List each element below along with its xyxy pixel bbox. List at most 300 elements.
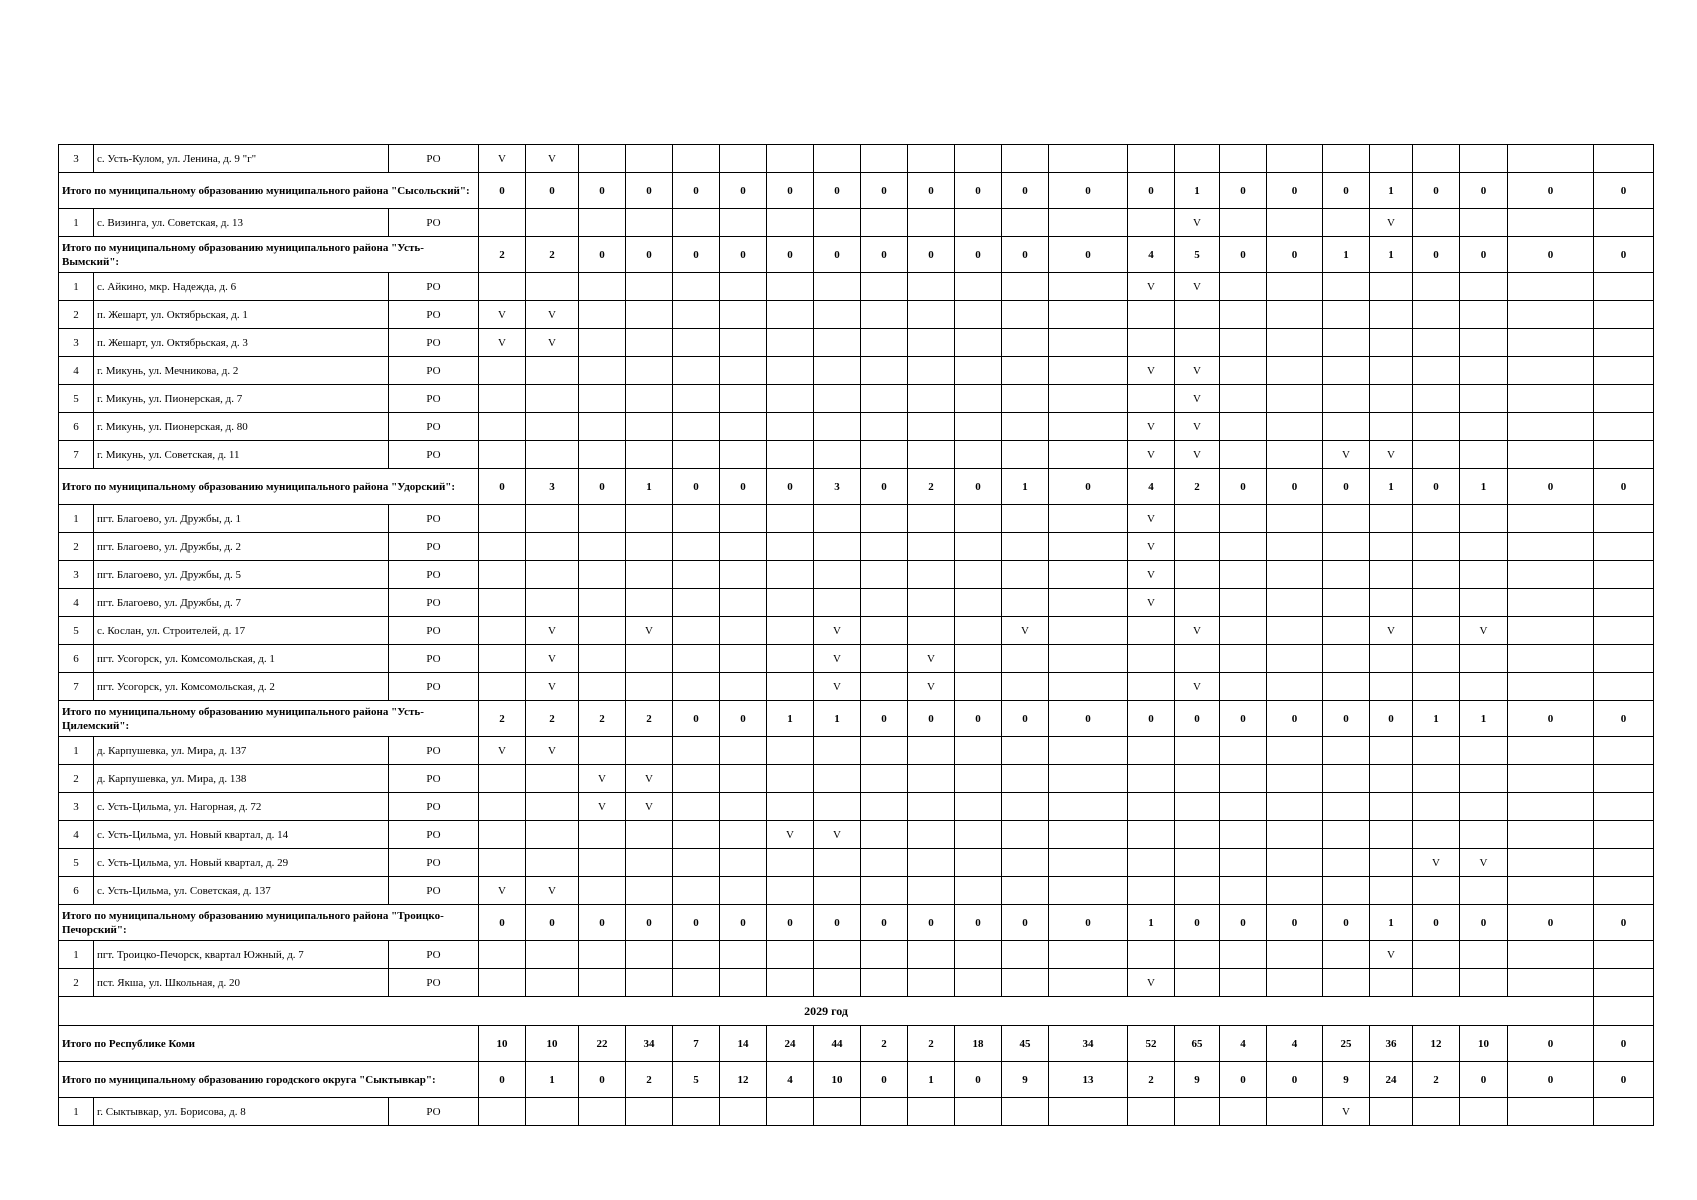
address-cell: п. Жешарт, ул. Октябрьская, д. 3 [94, 329, 389, 357]
mark-cell [861, 385, 908, 413]
count-cell: 0 [1508, 701, 1594, 737]
mark-cell [814, 533, 861, 561]
kind-cell: РО [389, 413, 479, 441]
mark-cell [1413, 357, 1460, 385]
mark-cell [814, 561, 861, 589]
count-cell: 0 [908, 173, 955, 209]
mark-cell [626, 533, 673, 561]
mark-cell [814, 273, 861, 301]
table-row [59, 645, 1654, 673]
mark-cell: V [626, 617, 673, 645]
count-cell: 0 [1049, 701, 1128, 737]
mark-cell [861, 877, 908, 905]
mark-cell [1508, 877, 1594, 905]
count-cell: 0 [626, 905, 673, 941]
mark-cell [955, 357, 1002, 385]
mark-cell [526, 1098, 579, 1126]
mark-cell [526, 385, 579, 413]
count-cell: 2 [908, 469, 955, 505]
mark-cell [908, 1098, 955, 1126]
mark-cell [955, 329, 1002, 357]
mark-cell [908, 357, 955, 385]
mark-cell [1460, 301, 1508, 329]
mark-cell [814, 793, 861, 821]
mark-cell [955, 385, 1002, 413]
mark-cell [1175, 849, 1220, 877]
mark-cell [1413, 1098, 1460, 1126]
mark-cell [908, 413, 955, 441]
mark-cell [1460, 589, 1508, 617]
mark-cell [861, 673, 908, 701]
subtotal-label: Итого по муниципальному образованию муниципального района "Усть-Цилемский": [59, 701, 479, 737]
mark-cell [1508, 737, 1594, 765]
kind-cell: РО [389, 969, 479, 997]
count-cell: 0 [767, 469, 814, 505]
mark-cell [1413, 969, 1460, 997]
count-cell: 0 [1370, 701, 1413, 737]
mark-cell [1323, 329, 1370, 357]
mark-cell [720, 413, 767, 441]
mark-cell [1175, 329, 1220, 357]
count-cell: 0 [579, 469, 626, 505]
mark-cell [908, 209, 955, 237]
count-cell: 0 [1267, 701, 1323, 737]
mark-cell [1370, 877, 1413, 905]
mark-cell [908, 505, 955, 533]
mark-cell [479, 821, 526, 849]
count-cell: 0 [1323, 701, 1370, 737]
count-cell: 1 [908, 1062, 955, 1098]
address-cell: г. Сыктывкар, ул. Борисова, д. 8 [94, 1098, 389, 1126]
mark-cell [1049, 765, 1128, 793]
count-cell: 0 [626, 237, 673, 273]
mark-cell [1002, 561, 1049, 589]
kind-cell: РО [389, 941, 479, 969]
mark-cell [1508, 941, 1594, 969]
mark-cell [1460, 645, 1508, 673]
address-cell: с. Усть-Цильма, ул. Нагорная, д. 72 [94, 793, 389, 821]
mark-cell [1002, 1098, 1049, 1126]
mark-cell [1370, 385, 1413, 413]
mark-cell [1508, 413, 1594, 441]
mark-cell [1220, 821, 1267, 849]
mark-cell [1508, 441, 1594, 469]
mark-cell: V [1128, 505, 1175, 533]
mark-cell [1002, 357, 1049, 385]
count-cell: 0 [1049, 237, 1128, 273]
count-cell: 0 [1594, 905, 1654, 941]
mark-cell [1323, 673, 1370, 701]
count-cell: 0 [1220, 1062, 1267, 1098]
mark-cell [1267, 505, 1323, 533]
mark-cell: V [526, 329, 579, 357]
mark-cell: V [908, 645, 955, 673]
row-number: 2 [59, 969, 94, 997]
mark-cell [1413, 673, 1460, 701]
mark-cell [1049, 561, 1128, 589]
mark-cell [1220, 441, 1267, 469]
mark-cell [673, 849, 720, 877]
mark-cell [1267, 877, 1323, 905]
mark-cell [720, 385, 767, 413]
mark-cell [1049, 413, 1128, 441]
kind-cell: РО [389, 533, 479, 561]
mark-cell [579, 969, 626, 997]
mark-cell [908, 793, 955, 821]
mark-cell [767, 793, 814, 821]
mark-cell [1508, 617, 1594, 645]
mark-cell [579, 329, 626, 357]
mark-cell [1508, 969, 1594, 997]
count-cell: 14 [720, 1026, 767, 1062]
mark-cell [1220, 617, 1267, 645]
mark-cell: V [526, 737, 579, 765]
mark-cell [1370, 821, 1413, 849]
mark-cell [673, 617, 720, 645]
count-cell: 0 [1128, 173, 1175, 209]
mark-cell [526, 969, 579, 997]
mark-cell: V [479, 737, 526, 765]
mark-cell [720, 821, 767, 849]
mark-cell [1267, 849, 1323, 877]
mark-cell [479, 673, 526, 701]
mark-cell [479, 273, 526, 301]
mark-cell [1002, 413, 1049, 441]
mark-cell [720, 673, 767, 701]
mark-cell [955, 941, 1002, 969]
mark-cell [579, 589, 626, 617]
mark-cell [626, 645, 673, 673]
mark-cell: V [1370, 617, 1413, 645]
mark-cell [1594, 765, 1654, 793]
mark-cell [673, 209, 720, 237]
mark-cell [1049, 209, 1128, 237]
mark-cell [1002, 441, 1049, 469]
kind-cell: РО [389, 793, 479, 821]
mark-cell [626, 301, 673, 329]
mark-cell [1413, 737, 1460, 765]
mark-cell [1370, 561, 1413, 589]
mark-cell [767, 877, 814, 905]
mark-cell [908, 617, 955, 645]
mark-cell [1220, 357, 1267, 385]
table-body [59, 145, 1654, 1126]
mark-cell [1002, 145, 1049, 173]
mark-cell [1323, 941, 1370, 969]
count-cell: 1 [1002, 469, 1049, 505]
mark-cell [579, 441, 626, 469]
mark-cell [1267, 145, 1323, 173]
mark-cell [673, 793, 720, 821]
count-cell: 44 [814, 1026, 861, 1062]
mark-cell [1220, 737, 1267, 765]
mark-cell [767, 441, 814, 469]
mark-cell [814, 413, 861, 441]
table-row [59, 385, 1654, 413]
address-cell: с. Усть-Кулом, ул. Ленина, д. 9 "г" [94, 145, 389, 173]
mark-cell [1002, 877, 1049, 905]
mark-cell [908, 877, 955, 905]
count-cell: 0 [1594, 701, 1654, 737]
mark-cell [814, 737, 861, 765]
subtotal-row [59, 173, 1654, 209]
mark-cell [720, 301, 767, 329]
row-number: 4 [59, 589, 94, 617]
mark-cell [1220, 645, 1267, 673]
kind-cell: РО [389, 357, 479, 385]
mark-cell [673, 533, 720, 561]
mark-cell [1128, 645, 1175, 673]
mark-cell [767, 589, 814, 617]
address-cell: пст. Якша, ул. Школьная, д. 20 [94, 969, 389, 997]
mark-cell [861, 849, 908, 877]
mark-cell [579, 821, 626, 849]
mark-cell [479, 1098, 526, 1126]
mark-cell [1460, 821, 1508, 849]
mark-cell [1594, 357, 1654, 385]
mark-cell [1220, 561, 1267, 589]
mark-cell [479, 385, 526, 413]
mark-cell [579, 877, 626, 905]
count-cell: 0 [673, 173, 720, 209]
mark-cell [1049, 821, 1128, 849]
mark-cell [1220, 301, 1267, 329]
kind-cell: РО [389, 737, 479, 765]
mark-cell [1460, 505, 1508, 533]
mark-cell [1128, 301, 1175, 329]
mark-cell [1460, 1098, 1508, 1126]
mark-cell [1323, 561, 1370, 589]
mark-cell [1370, 505, 1413, 533]
mark-cell [673, 877, 720, 905]
mark-cell [767, 145, 814, 173]
count-cell: 2 [479, 237, 526, 273]
mark-cell [1370, 145, 1413, 173]
mark-cell [526, 441, 579, 469]
mark-cell [579, 645, 626, 673]
mark-cell: V [526, 877, 579, 905]
count-cell: 0 [955, 701, 1002, 737]
mark-cell [908, 385, 955, 413]
mark-cell [1370, 273, 1413, 301]
count-cell: 9 [1323, 1062, 1370, 1098]
mark-cell [1594, 561, 1654, 589]
kind-cell: РО [389, 505, 479, 533]
count-cell: 0 [861, 173, 908, 209]
count-cell: 0 [1220, 237, 1267, 273]
mark-cell [1370, 589, 1413, 617]
count-cell: 0 [955, 173, 1002, 209]
mark-cell [479, 441, 526, 469]
mark-cell [1002, 385, 1049, 413]
table-row [59, 329, 1654, 357]
count-cell: 0 [1413, 905, 1460, 941]
mark-cell [579, 849, 626, 877]
mark-cell [1323, 145, 1370, 173]
table-row [59, 617, 1654, 645]
mark-cell [861, 209, 908, 237]
mark-cell: V [1128, 441, 1175, 469]
mark-cell: V [1175, 385, 1220, 413]
mark-cell [1267, 941, 1323, 969]
subtotal-label: Итого по Республике Коми [59, 1026, 479, 1062]
mark-cell [526, 505, 579, 533]
count-cell: 0 [1594, 1026, 1654, 1062]
mark-cell [1594, 209, 1654, 237]
mark-cell [1049, 533, 1128, 561]
count-cell: 0 [1508, 237, 1594, 273]
mark-cell [814, 877, 861, 905]
mark-cell [673, 441, 720, 469]
mark-cell [526, 765, 579, 793]
mark-cell [814, 145, 861, 173]
count-cell: 2 [626, 701, 673, 737]
mark-cell [1267, 301, 1323, 329]
count-cell: 52 [1128, 1026, 1175, 1062]
mark-cell [1175, 737, 1220, 765]
mark-cell [955, 673, 1002, 701]
mark-cell [479, 765, 526, 793]
mark-cell [814, 505, 861, 533]
mark-cell: V [526, 673, 579, 701]
mark-cell [861, 505, 908, 533]
subtotal-row [59, 237, 1654, 273]
count-cell: 10 [814, 1062, 861, 1098]
mark-cell [720, 1098, 767, 1126]
table-row [59, 877, 1654, 905]
mark-cell [767, 765, 814, 793]
mark-cell [1267, 969, 1323, 997]
empty-cell [1594, 997, 1654, 1026]
mark-cell [1175, 505, 1220, 533]
mark-cell [1594, 413, 1654, 441]
mark-cell [1128, 941, 1175, 969]
mark-cell: V [1128, 561, 1175, 589]
count-cell: 2 [1175, 469, 1220, 505]
mark-cell [1323, 849, 1370, 877]
mark-cell [1594, 589, 1654, 617]
mark-cell [626, 273, 673, 301]
count-cell: 10 [1460, 1026, 1508, 1062]
table-row [59, 765, 1654, 793]
mark-cell: V [1128, 413, 1175, 441]
mark-cell [908, 301, 955, 329]
count-cell: 1 [1413, 701, 1460, 737]
count-cell: 65 [1175, 1026, 1220, 1062]
count-cell: 0 [1323, 905, 1370, 941]
mark-cell [1413, 329, 1460, 357]
mark-cell [908, 737, 955, 765]
mark-cell [1323, 877, 1370, 905]
mark-cell [720, 877, 767, 905]
mark-cell [861, 301, 908, 329]
count-cell: 36 [1370, 1026, 1413, 1062]
kind-cell: РО [389, 561, 479, 589]
mark-cell [1508, 645, 1594, 673]
mark-cell [1049, 849, 1128, 877]
mark-cell: V [479, 877, 526, 905]
mark-cell [1413, 617, 1460, 645]
mark-cell [720, 849, 767, 877]
mark-cell [673, 941, 720, 969]
mark-cell: V [1128, 969, 1175, 997]
mark-cell [955, 821, 1002, 849]
table-row [59, 505, 1654, 533]
mark-cell [673, 561, 720, 589]
count-cell: 0 [479, 469, 526, 505]
kind-cell: РО [389, 645, 479, 673]
table-row [59, 941, 1654, 969]
mark-cell [1175, 793, 1220, 821]
mark-cell [1175, 301, 1220, 329]
mark-cell [1508, 673, 1594, 701]
count-cell: 0 [579, 237, 626, 273]
mark-cell [720, 505, 767, 533]
mark-cell: V [1002, 617, 1049, 645]
mark-cell [1323, 821, 1370, 849]
year-row [59, 997, 1654, 1026]
mark-cell [1049, 357, 1128, 385]
mark-cell [1594, 737, 1654, 765]
kind-cell: РО [389, 209, 479, 237]
mark-cell [1370, 645, 1413, 673]
mark-cell [526, 589, 579, 617]
mark-cell [1460, 765, 1508, 793]
mark-cell [1002, 589, 1049, 617]
mark-cell [720, 441, 767, 469]
count-cell: 4 [1128, 237, 1175, 273]
row-number: 3 [59, 329, 94, 357]
mark-cell [579, 145, 626, 173]
mark-cell [1220, 877, 1267, 905]
mark-cell [955, 413, 1002, 441]
mark-cell [955, 589, 1002, 617]
mark-cell [673, 329, 720, 357]
mark-cell [1460, 533, 1508, 561]
mark-cell [1049, 645, 1128, 673]
mark-cell [861, 145, 908, 173]
count-cell: 0 [1413, 237, 1460, 273]
mark-cell [673, 413, 720, 441]
count-cell: 0 [1508, 905, 1594, 941]
mark-cell [1594, 145, 1654, 173]
mark-cell [908, 441, 955, 469]
mark-cell [955, 765, 1002, 793]
count-cell: 0 [1002, 905, 1049, 941]
mark-cell [579, 673, 626, 701]
mark-cell [579, 357, 626, 385]
mark-cell [720, 533, 767, 561]
kind-cell: РО [389, 441, 479, 469]
table-row [59, 793, 1654, 821]
address-cell: д. Карпушевка, ул. Мира, д. 137 [94, 737, 389, 765]
count-cell: 0 [1220, 469, 1267, 505]
mark-cell [479, 505, 526, 533]
mark-cell [1460, 969, 1508, 997]
mark-cell: V [626, 793, 673, 821]
count-cell: 0 [1508, 173, 1594, 209]
mark-cell [908, 589, 955, 617]
mark-cell [626, 849, 673, 877]
mark-cell [526, 413, 579, 441]
mark-cell [1594, 273, 1654, 301]
mark-cell [1267, 765, 1323, 793]
mark-cell [1413, 301, 1460, 329]
mark-cell [861, 617, 908, 645]
row-number: 7 [59, 441, 94, 469]
mark-cell [579, 385, 626, 413]
mark-cell [814, 329, 861, 357]
